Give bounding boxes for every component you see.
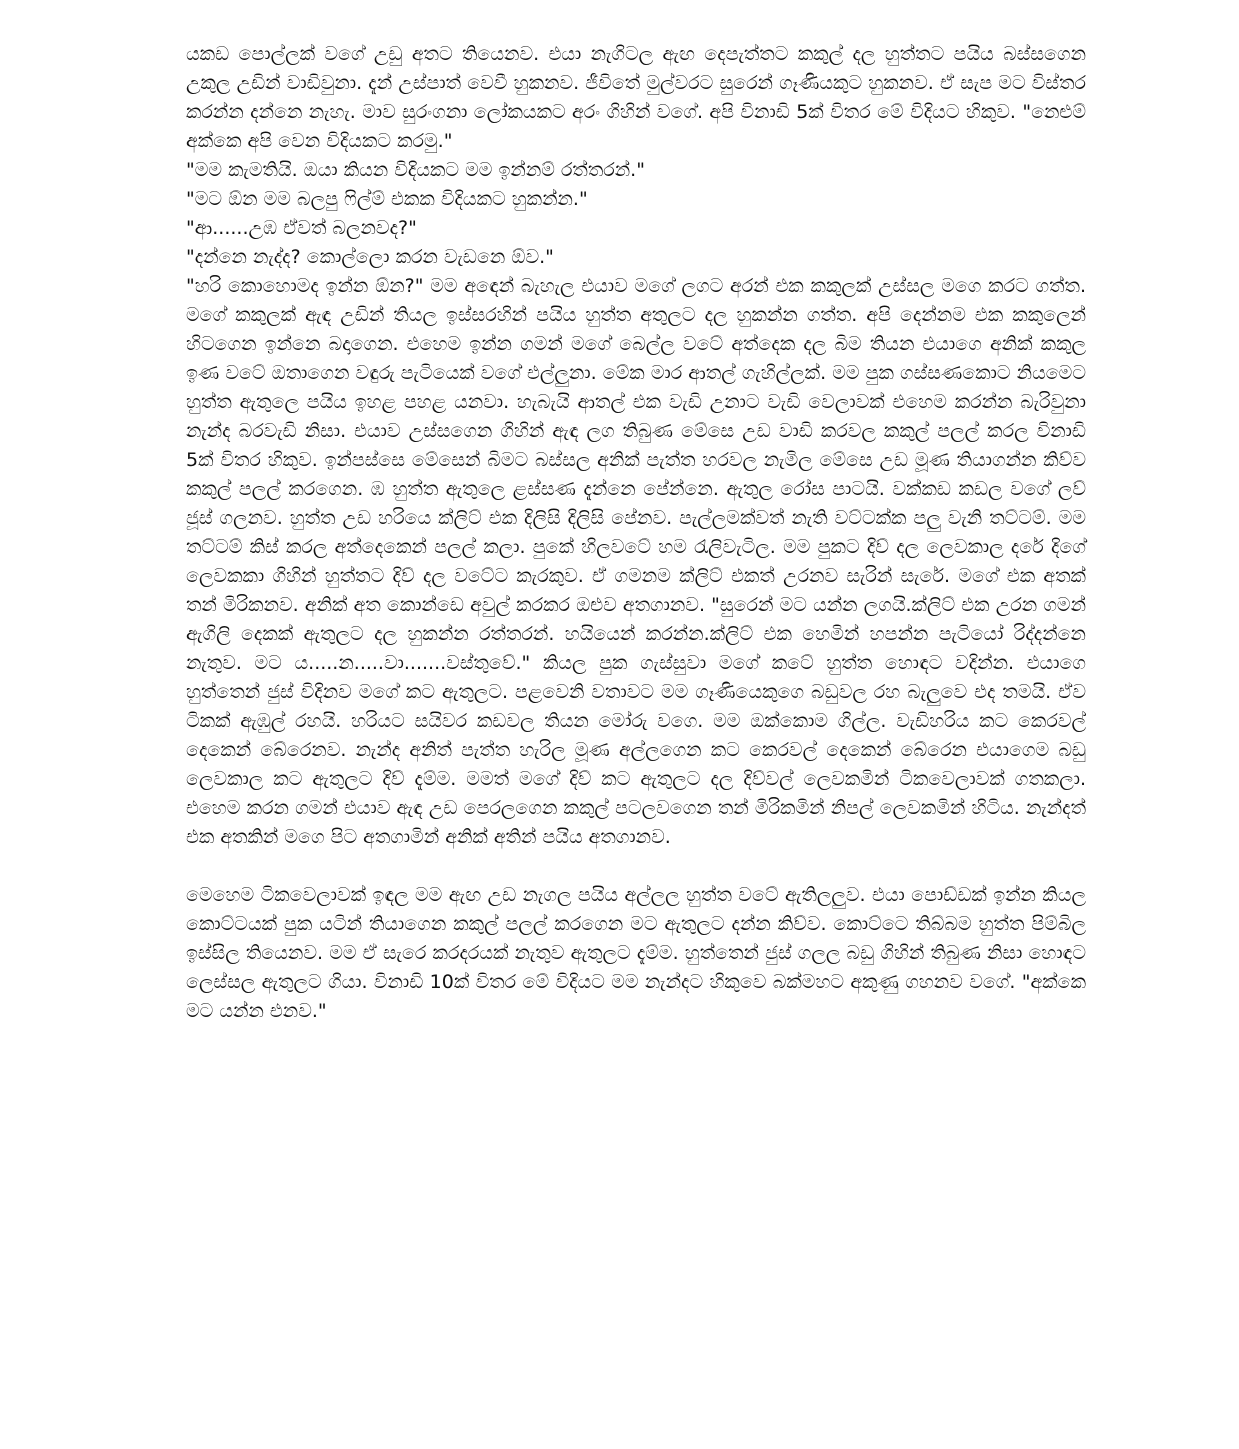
paragraph-3: මෙහෙම ටිකවෙලාවක් ඉඳල මම ඇඟ උඩ නැගල පයිය අල්ලල හුත්ත වටේ ඇතිලලුව. එයා පොඩ්ඩක් ඉන්න කියල කොට්ටයක් පුක යටින් තියාගෙන කකුල් පලල් කරගෙන මට ඇතුලට දන්න කිව්ව. කොට්ටෙ තිබ්බම හුත්ත පිම්බිල ඉස්සිල තියෙනව. මම ඒ සැරෙ කරදරයක් නැතුව ඇතුලට දැම්ම. හුත්තෙන් ජුස් ගලල බඩු ගිහින් තිබුණ නිසා හොඳට ලෙස්සල ඇතුලට ගියා. විනාඩි 10ක් විතර මේ විදියට මම නැන්දට හිකුවෙ බක්මහට අකුණු ගහනව වගේ. "අක්කෙ මට යන්න එනව."	[186, 884, 1086, 1022]
dialogue-line-4: "දන්නෙ නැද්ද? කොල්ලො කරන වැඩනෙ ඕව."	[186, 246, 554, 268]
document-body	[186, 40, 1086, 1026]
dialogue-line-2: "මට ඕන මම බලපු ෆිල්ම් එකක විදියකට හුකන්න."	[186, 188, 588, 210]
dialogue-line-1: "මම කැමතියි. ඔයා කියන විදියකට මම ඉන්නම් රත්තරන්."	[186, 159, 645, 181]
paragraph-2: "හරි කොහොමද ඉන්න ඕන?" මම අඳෙන් බැහැල එයාව මගේ ලගට අරන් එක කකුලක් උස්සල මගෙ කරට ගත්ත. මගේ කකුලක් ඇඳ උඩින් තියල ඉස්සරහින් පයිය හුත්ත අතුලට දල හුකන්න ගත්ත. අපි දෙන්නම එක කකුලෙන් හිටගෙන ඉන්නෙ බදාගෙන. එහෙම ඉන්න ගමන් මගේ බෙල්ල වටේ අත්දෙක දල බිම තියන එයාගෙ අනික් කකුල ඉණ වටේ ඔතාගෙන වඳුරු පැටියෙක් වගේ එල්ලුනා. මේක මාර ආතල් ගැහිල්ලක්. මම පුක ගස්සණකොට නියමෙට හුත්ත ඇතුලෙ පයිය ඉහළ පහළ යනවා. හැබැයි ආතල් එක වැඩි උනාට වැඩි වෙලාවක් එහෙම කරන්න බැරිවුනා නැන්ද බරවැඩි නිසා. එයාව උස්සගෙන ගිහින් ඇඳ ලග තිබුණ මේසෙ උඩ වාඩි කරවල කකුල් පලල් කරල විනාඩි 5ක් විතර හිකුව. ඉන්පස්සෙ මේසෙන් බිමට බස්සල අනික් පැත්ත හරවල නැමිල මේසෙ උඩ මූණ තියාගන්න කිව්ව කකුල් පලල් කරගෙන. ඹ හුත්ත ඇතුලෙ ළස්සණ දැන්නෙ පේන්නෙ. ඇතුල රෝස පාටයි. වක්කඩ කඩල වගේ ලව් ජූස් ගලනව. හුත්ත උඩ හරියෙ ක්ලිට් එක දිලිසි දිලිසි පේනව. පැල්ලමක්වත් නැති වට්ටක්ක පලු වැනි තට්ටම්. මම තට්ටම් කිස් කරල අත්දෙකෙන් පලල් කලා. පුකේ හිලවටේ හම රැලිවැටිල. මම පුකට දිව් දල ලෙවකාල දරේ දිගේ ලෙවකකා ගිහින් හුත්තට දිව් දල වටේට කැරකුව. ඒ ගමනම ක්ලිට් එකත් උරනව සැරින් සැරේ. මගේ එක අතක් තන් මිරිකනව. අනික් අත කොන්ඩෙ අවුල් කරකර ඔළුව අතගානව. "සුරෙන් මට යන්න ලගයි.ක්ලිට් එක උරන ගමන් ඇගිලි දෙකක් ඇතුලට දල හුකන්න රත්තරන්. හයියෙන් කරන්න.ක්ලිට් එක හෙමින් හපන්න පැටියෝ රිද්දන්නෙ නැතුව. මට ය.....න.....වා.......වස්තුවේ." කියල පුක ගැස්සුවා මගේ කටේ හුත්ත හොඳට වදින්න. එයාගෙ හුත්තෙන් ජුස් විදිනව මගේ කට ඇතුලට. පළවෙනි වතාවට මම ගෑණියෙකුගෙ බඩුවල රහ බැලුවෙ එද තමයි. ඒව ටිකක් ඇඹුල් රහයි. හරියට සයිවර කඩවල තියන මෝරු වගෙ. මම ඔක්කොම ගිල්ල. වැඩිහරිය කට කෙරවල් දෙකෙන් බේරෙනව. නැන්ද අනිත් පැත්ත හැරිල මූණ අල්ලගෙන කට කෙරවල් දෙකෙන් බේරෙන එයාගෙම බඩු ලෙවකාල කට ඇතුලට දිව් දැම්ම. මමත් මගේ දිව් කට ඇතුලට දල දිව්වල් ලෙවකමින් ටිකවෙලාවක් ගතකලා. එහෙම කරන ගමන් එයාව ඇඳ උඩ පෙරලගෙන කකුල් පටලවගෙන තන් මිරිකමින් නිපල් ලෙවකමින් හිටිය. නැන්දත් එක අතකින් මගෙ පිට අතගාමින් අනික් අතින් පයිය අතගානව.	[186, 275, 1086, 848]
dialogue-line-3: "ආ......උඹ ඒවත් බලනවද?"	[186, 217, 417, 239]
paragraph-1: යකඩ පොල්ලක් වගේ උඩු අතට තියෙනව. එයා නැගිටල ඇඟ දෙපැත්තට කකුල් දල හුත්තට පයිය බස්සගෙන උකුල උඩින් වාඩිවුනා. දැන් උස්පාත් වෙවී හුකනව. ජීවිතේ මුල්වරට සුරෙන් ගෑණියකුට හුකනව. ඒ සැප මට විස්තර කරන්න දන්නෙ නැහැ. මාව සුරංගනා ලෝකයකට අරං ගිහින් වගේ. අපි විනාඩි 5ක් විතර මේ විදියට හිකුව. "නෙළුම් අක්කෙ අපි වෙන විදියකට කරමු."	[186, 43, 1086, 152]
